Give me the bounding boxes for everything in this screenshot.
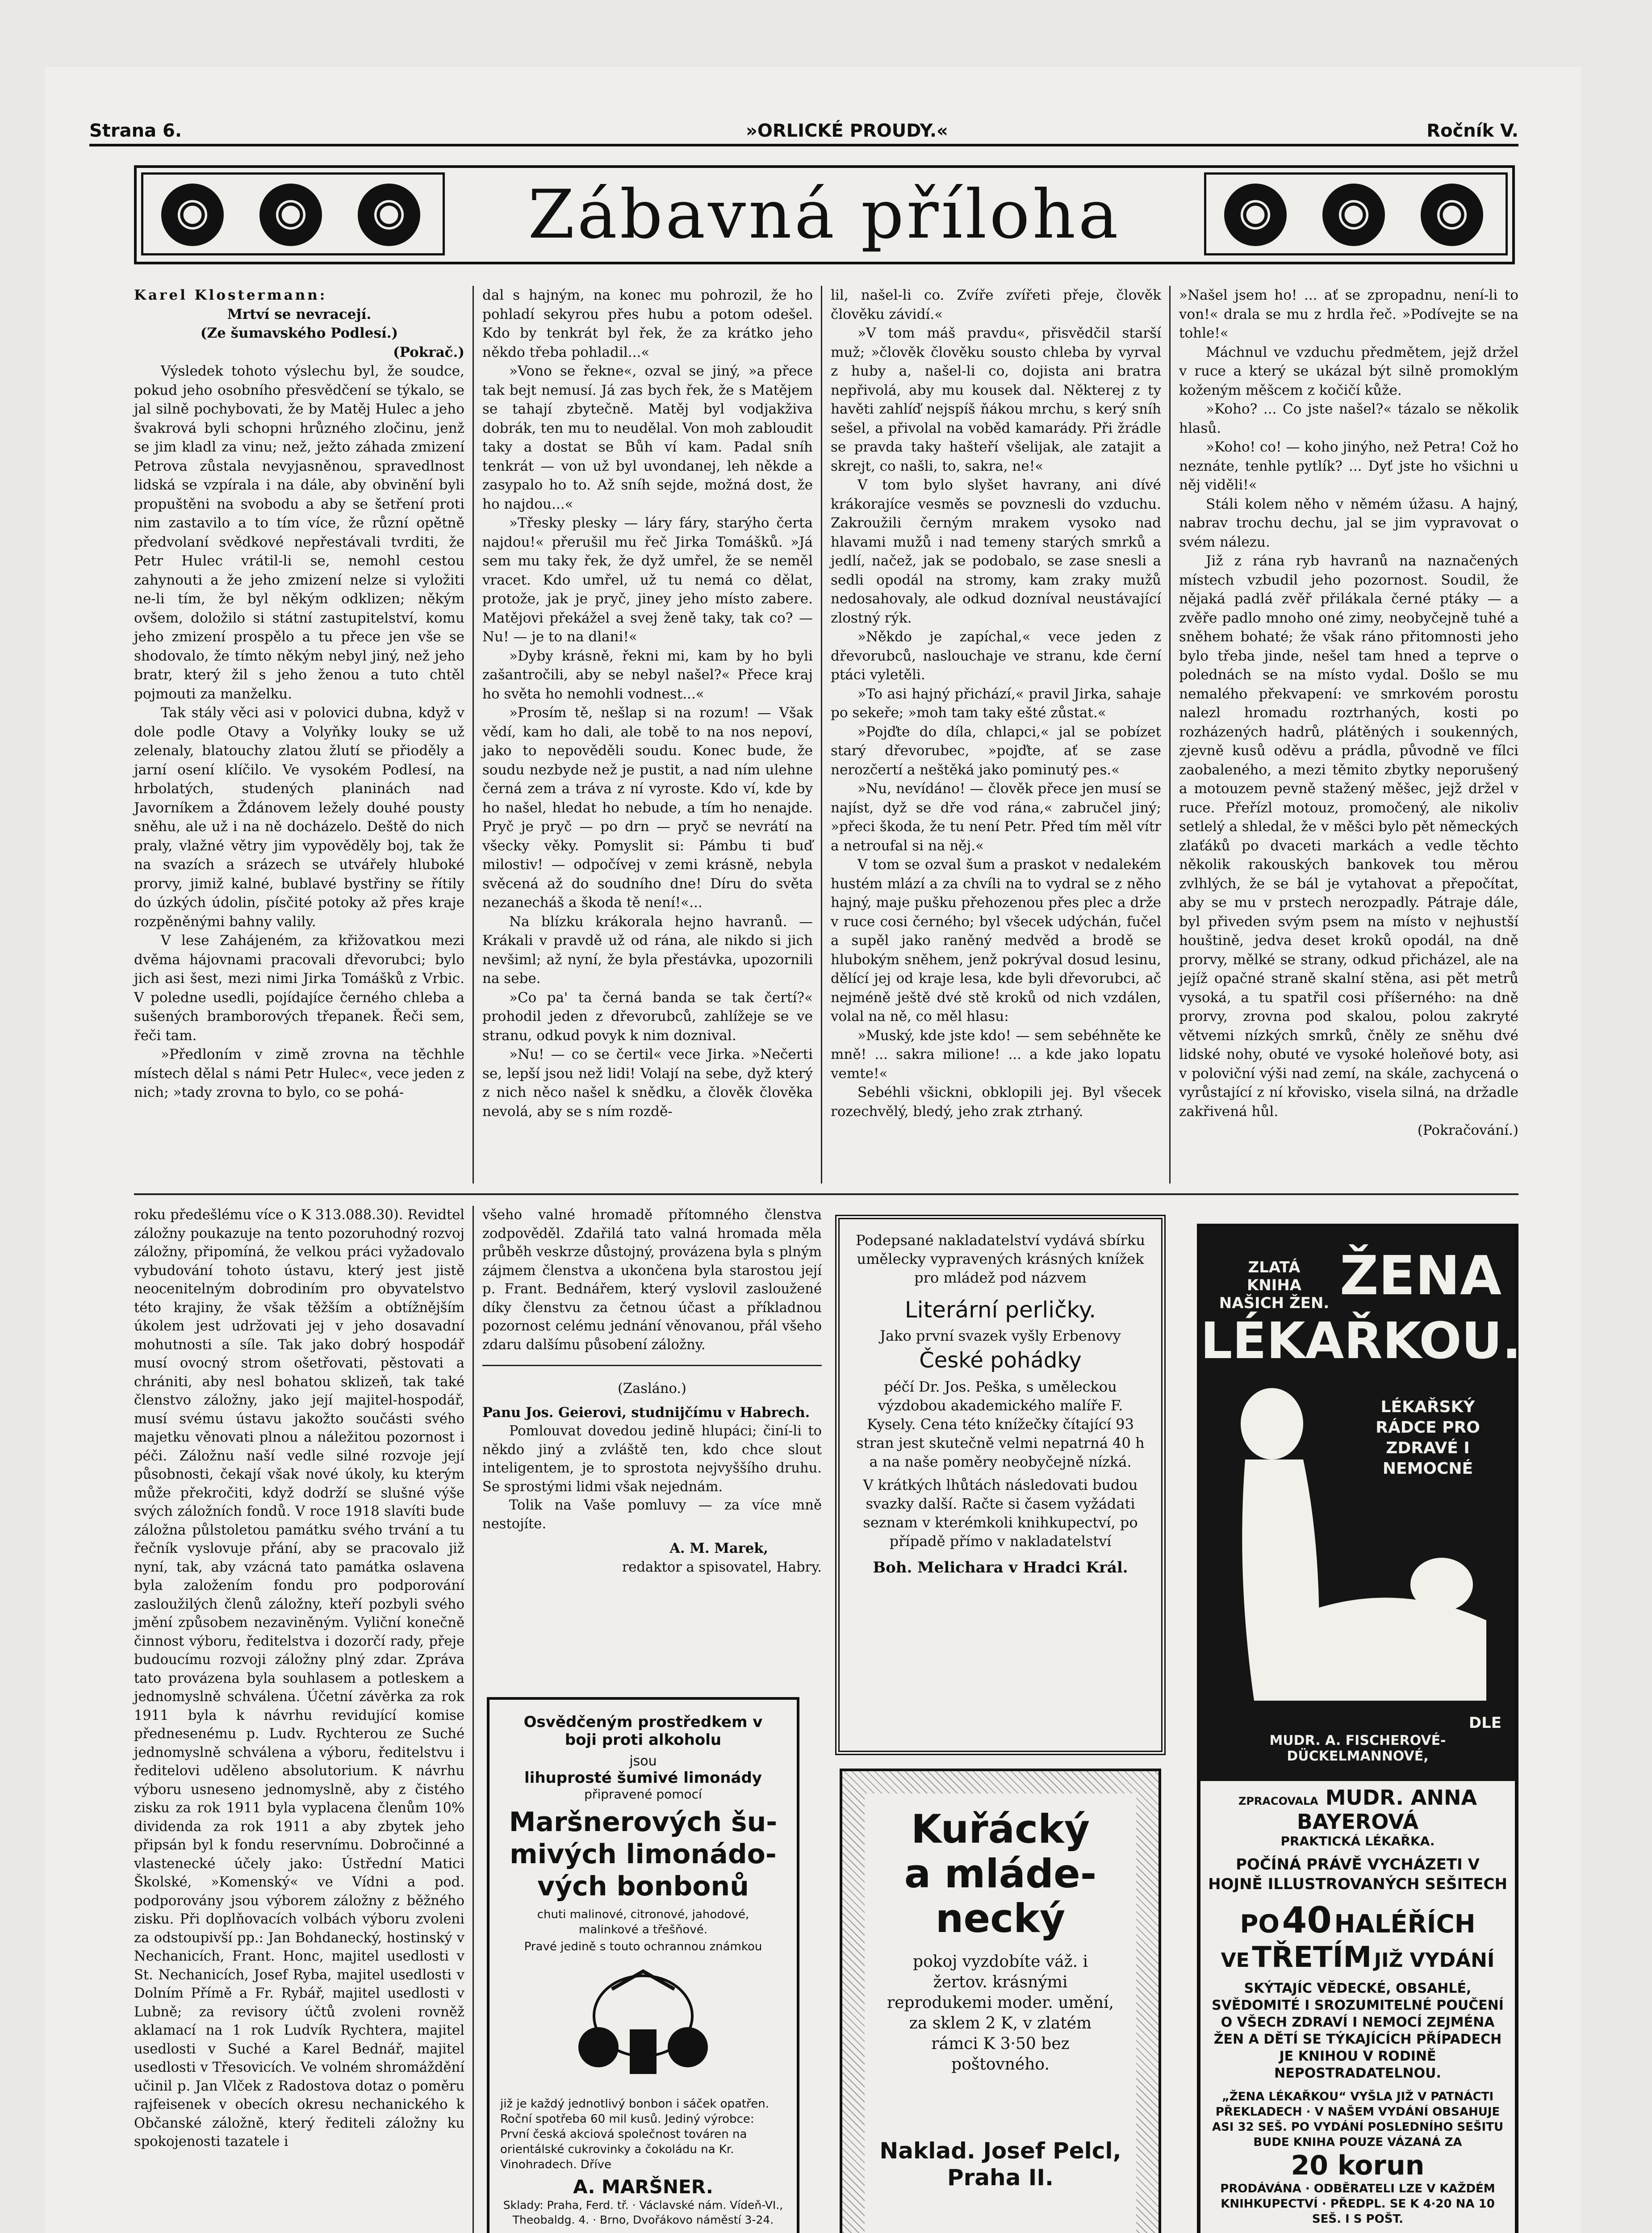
ad-signature: Boh. Melichara v Hradci Král. <box>873 1559 1128 1576</box>
story-paragraph: V tom se ozval šum a praskot v nedalekém hustém mlází a za chvíli na to vydral se z něho hajný, maje pušku přehozenou přes plec a drže v ruce cosi černého; byl všecek udýchán, fučel a supěl jako raněný medvěd a brodě se hlubokým sněhem, jenž pokrýval dosud lesinu, dělící jej od kraje lesa, kde byli dřevorubci, ač nejméně ještě dvé stě kroků od nich vzdálen, volal na ně, co měl hlasu: <box>831 857 1161 1025</box>
story-paragraph: »Dyby krásně, řekni mi, kam by ho byli zašantročili, aby se nebyl našel?« Přece kraj ho světa ho nemohli vodnest...« <box>482 648 813 702</box>
story-paragraph: »Předloním v zimě zrovna na těchhle místech dělal s námi Petr Hulec«, vece jeden z nich; »tady zrovna to bylo, co se pohá- <box>134 1046 464 1100</box>
ad-text: pokoj vyzdobíte váž. i žertov. krásnými reprodukemi moder. umění, za sklem 2 K, v zlatém rámci K 3·50 bez poštovného. <box>887 1953 1114 2074</box>
ad-headline: Kuřácký <box>911 1806 1090 1852</box>
story-author: Karel Klostermann: <box>134 287 327 303</box>
ad-line: JIŽ VYDÁNÍ <box>1374 1949 1495 1972</box>
banner-title: Zábavná příloha <box>528 176 1121 254</box>
ad-line: POČÍNÁ PRÁVĚ VYCHÁZETI V HOJNĚ ILLUSTROVANÝCH SEŠITECH <box>1208 1856 1507 1893</box>
column-rule <box>473 286 474 1183</box>
ad-price-line <box>1208 1899 1508 1941</box>
story-paragraph: V tom bylo slyšet havrany, ani dívé krákorajíce vesměs se povznesli do vzduchu. Zakroužili černým mrakem vysoko nad hlavami mužů i nad temeny starých smrků a jedlí, načež, jak se podobalo, se zase snesli a sedli opodál na stromy, kam zraky mužů nedosahovaly, ale odkud dozníval neustávající zlostný rýk. <box>831 477 1161 626</box>
story-paragraph: »Pojďte do díla, chlapci,« jal se pobízet starý dřevorubec, »pojďte, ať se zase nerozčertí a neštěká jako pominutý pes.« <box>831 723 1161 778</box>
to-be-continued: (Pokračování.) <box>1417 1122 1518 1138</box>
story-paragraph: »Nu! — co se čertil« vece Jirka. »Nečerti se, lepší jsou než lidi! Volají na sebe, dyž který z nich něco našel k snědku, a člověk člověka nevolá, aby se s ním rozdě- <box>482 1046 813 1120</box>
story-paragraph: Sebéhli všickni, obklopili jej. Byl všecek rozechvělý, bledý, jeho zrak ztrhaný. <box>831 1084 1161 1120</box>
ad-line: boji proti alkoholu <box>565 1731 722 1749</box>
ad-headline: LÉKAŘKOU. <box>1200 1312 1522 1370</box>
ad-title: Literární perličky. <box>904 1297 1096 1323</box>
ad-line: MUDR. A. FISCHEROVÉ-DÜCKELMANNOVÉ, <box>1269 1733 1446 1764</box>
story-paragraph: Na blízku krákorala hejno havranů. — Krákali v pravdě už od rána, ale nikdo si jich nevšiml; až nyní, že byla přestávka, upozornili na sebe. <box>482 913 813 987</box>
zaslano-body: Pomlouvat dovedou jedině hlupáci; činí-li to někdo jiný a zvláště ten, kdo chce slout inteligentem, je to sprostota nejvyššího druhu. Se sprostými lidmi však nejednám. <box>482 1423 822 1495</box>
ad-headline: a mláde- <box>904 1851 1097 1897</box>
ad-line: PRAKTICKÁ LÉKAŘKA. <box>1280 1834 1435 1848</box>
story-paragraph: »Někdo je zapíchal,« vece jeden z dřevorubců, naslouchaje ve stranu, kde černí ptáci vyletěli. <box>831 629 1161 683</box>
ad-line: Osvědčeným prostředkem v <box>523 1713 763 1731</box>
story-paragraph: »Prosím tě, nešlap si na rozum! — Však vědí, kam ho dali, ale tobě to na nos nepoví, jako to nepověděli soudu. Konec bude, že soudu nezbyde než je pustit, a nad ním ulehne černá zem a tráva z ní vyroste. Kdo ví, kde by ho našel, hledat ho nebude, a tím ho nenajde. Pryč je pryč — po drn — pryč se nevrátí na všecky věky. Pomyslit si: Pámbu ti buď milostiv! — odpočívej v zemi krásně, nebyla svěcená až do soudního dne! Díru do světa nezanecháš a škoda tě není!«... <box>482 705 813 911</box>
ad-edition: TŘETÍM <box>1252 1941 1372 1974</box>
ad-zena-text <box>1200 1781 1515 2233</box>
ad-line: PRODÁVÁNA · ODBĚRATELI LZE V KAŽDÉM KNIHKUPECTVÍ · PŘEDPL. SE K 4·20 NA 10 SEŠ. I S POŠT. <box>1220 2182 1495 2226</box>
ad-line: SKÝTAJÍC VĚDECKÉ, OBSAHLÉ, SVĚDOMITÉ I SROZUMITELNÉ POUČENÍ O VŠECH ZDRAVÍ I NEMOCÍ ZEJMÉNA ŽEN A DĚTÍ SE TÝKAJÍCÍCH PŘÍPADECH JE KNIHOU V RODINĚ NEPOSTRADATELNOU. <box>1212 1981 1504 2081</box>
ad-headline: mivých limonádo- <box>510 1839 777 1870</box>
story-paragraph: »Koho? ... Co jste našel?« tázalo se několik hlasů. <box>1179 401 1518 436</box>
story-paragraph: »Co pa' ta černá banda se tak čertí?« prohodil jeden z dřevorubců, zahlížeje se ve stranu, odkud povyk k nim doznival. <box>482 989 813 1044</box>
ad-headline: ŽENA <box>1339 1245 1501 1307</box>
story-paragraph: »To asi hajný přichází,« pravil Jirka, sahaje po sekeře; »moh tam taky ešté zůstat.« <box>831 686 1161 721</box>
ad-author-line <box>1208 1786 1508 1834</box>
story-paragraph: »Třesky plesky — láry fáry, starýho čerta najdou!« přerušil mu řeč Jirka Tomášků. »Já sem mu taky řek, že dyž umřel, že se neměl vracet. Kdo umřel, už tu nemá co dělat, protože, jak je pryč, jiney jeho místo zabere. Matějovi překážel a svej ženě taky, tak co? — Nu! — je to na dlani!« <box>482 515 813 645</box>
ad-pelcl-inner <box>865 1794 1136 2233</box>
story-title: Mrtví se nevracejí. <box>227 306 372 322</box>
story-paragraph: dal s hajným, na konec mu pohrozil, že ho pohladí sekyrou přes hubu a potom odešel. Kdo by tenkrát byl řek, že za krátko jeho někdo třeba pohladil...« <box>482 287 813 360</box>
ad-text: V krátkých lhůtách následovati budou svazky další. Račte si časem vyžádati seznam v kterémkoli knihkupectví, po případě přímo v nakladatelství <box>863 1476 1138 1550</box>
ad-zena-lekarkou <box>1197 1224 1522 2233</box>
ad-zena-poster <box>1200 1227 1522 1781</box>
ad-headline: Maršnerových šu- <box>509 1806 778 1838</box>
ornament-left <box>141 172 445 255</box>
ad-line: ZLATÁ KNIHA NAŠICH ŽEN. <box>1219 1259 1330 1312</box>
ad-line: Pravé jedině s touto ochrannou známkou <box>524 1940 762 1953</box>
story-paragraph: Tak stály věci asi v polovici dubna, když v dole podle Otavy a Volyňky louky se už zelenaly, blatouchy zlatou žlutí se přioděly a jarní osení klíčilo. Ve vysokém Podlesí, na hrbolatých, studených planinách nad Javorníkem a Ždánovem ležely douhé pousty sněhu, ale už i na ně docházelo. Deště do nich praly, vlažné větry jim vypověděly boj, tak že na svazích a srázech se utvářely hluboké prorvy, jimiž kalné, bublavé bystřiny se řítily do úzkých údolin, písčité potoky až přes kraje rozpěněnými bahny valily. <box>134 705 464 930</box>
story-subtitle: (Ze šumavského Podlesí.) <box>200 325 398 341</box>
zaslano-address: Panu Jos. Geierovi, studnijčímu v Habrech. <box>482 1404 810 1421</box>
rosette-icon <box>1322 184 1385 246</box>
ad-headline: vých bonbonů <box>537 1871 749 1902</box>
ad-melichar <box>835 1215 1166 1755</box>
rosette-icon <box>161 184 224 246</box>
report-paragraph: roku předešlému více o K 313.088.30). Revidtel záložny poukazuje na tento pozoruhodný rozvoj záložny, připomíná, že velkou práci vyžadovalo vybudování tohoto ústavu, který jest jistě neocenitelným dobrodiním pro obyvatelstvo této krajiny, že však těžším a obtížnějším úkolem jest udržovati jej v jeho dosavadní mohutnosti a síle. Tak jako dobrý hospodář musí ovocný strom ošetřovati, pěstovati a chrániti, aby nesl bohatou sklizeň, tak také členstvo záložny, jako její majitel-hospodář, musí svému ústavu jakožto součásti svého majetku věnovati plnou a náležitou pozornost i péči. Záložnu naší vedle silné rozvoje její působnosti, čekají však nové úkoly, ku kterým může překročiti, když dodrží se slušné výše svých záložních fondů. V roce 1918 slavíti bude záložna půlstoletou památku svého trvání a tu řečník vyslovuje přání, aby se pracovalo již nyní, tak, aby vzácná tato památka oslavena byla založením fondu pro podporování zasloužilých členů záložny, kteří pozbyli svého jmění způsobem nezaviněným. Vyliční konečně činnost výboru, ředitelstva i dozorčí rady, přeje budoucímu rozvoji záložny plný zdar. Zpráva tato provázena byla souhlasem a potleskem a jednomyslně schválena. Účetní závěrka za rok 1911 byla k návrhu revidující komise přednesenému p. Ludv. Rychterou ze Suché jednomyslně schválena a výboru, ředitelstvu i ředitelovi uděleno absolutorium. K návrhu výboru usneseno jednomyslně, aby z čistého zisku za rok 1911 byla vyplacena členům 10% dividenda za rok 1911 a aby zbytek jeho připsán byl k fondu reservnímu. Dobročinné a vlastenecké účely jako: Ústřední Matici Školské, »Komenský« ve Vídni a pod. podporovány jsou výborem záložny z běžného zisku. Při doplňovacích volbách výboru zvoleni za odstoupivší pp.: Jan Bohdanecký, hostinský v Nechanicích, Frant. Honc, majitel usedlosti v St. Nechanicích, Josef Ryba, majitel usedlosti v Dolním Přímě a Fr. Rybář, majitel usedlosti v Lubně; za revisory účtů zvoleni rovněž aklamací na 1 rok Ludvík Rychtera, majitel usedlosti v Suché a Karel Bednář, majitel usedlosti v Třesovicích. Ve volném shromáždění učinil p. Jan Vlček z Radostova dotaz o poměru rajfeisenek v obecích okresu nechanického k Občanské záložně, který řediteli záložny ku spokojenosti tazatele i <box>134 1207 464 2149</box>
ad-price: 40 <box>1282 1899 1332 1941</box>
divider <box>482 1365 822 1366</box>
ad-text: Jako první svazek vyšly Erbenovy <box>880 1327 1121 1344</box>
page-number: Strana 6. <box>89 121 182 141</box>
ad-pelcl <box>840 1769 1161 2233</box>
story-paragraph: lil, našel-li co. Zvíře zvířeti přeje, člověk člověku závidí.« <box>831 287 1161 322</box>
story-paragraph: Výsledek tohoto výslechu byl, že soudce, pokud jeho osobního přesvědčení se týkalo, se jal silně pochybovati, že by Matěj Hulec a jeho švakrová byli schopni hrůzného zločinu, jenž se jim kladl za vinu; než, ježto záhada zmizení Petrova zůstala nevyjasněnou, spravedlnost lidská se vzpírala i na dále, aby obvinění byli propuštěni na svobodu a aby se šetření proti nim zastavilo a to tím více, že různí opětně předvolaní svědkové nepřestávali tvrditi, že Petr Hulec vrátil-li se, nemohl cestou zahynouti a že jeho zmizení nelze si vyložiti ne-li tím, že byl někým odklizen; někým ovšem, doložilo si státní zastupitelství, komu jeho zmizení prospělo a tu přece jen vše se shodovalo, že tímto někým nebyl jiný, než jeho bratr, který žil s jeho ženou a tuto chtěl pojmouti za manželku. <box>134 363 464 702</box>
trademark-illustration <box>558 1962 728 2087</box>
ad-line: PO <box>1240 1910 1280 1939</box>
ad-headline: necký <box>935 1895 1066 1941</box>
ad-edition-line <box>1208 1941 1508 1974</box>
zaslano-signature: A. M. Marek, <box>669 1540 768 1556</box>
report-paragraph: všeho valné hromadě přítomného členstva zodpověděl. Zdařilá tato valná hromada měla průběh veskrze důstojný, provázena byla s plným zájmem členstva a ukončena byla starostou její p. Frant. Bednářem, který vyslovil zasloužené díky členstvu za četnou účast a příkladnou pozornost celému jednání věnovanou, přál všeho zdaru dalšímu působení záložny. <box>482 1207 822 1353</box>
zaslano-body: Tolik na Vaše pomluvy — za více mně nestojíte. <box>482 1497 822 1532</box>
section-divider <box>134 1193 1518 1195</box>
header-rule <box>89 144 1518 146</box>
story-paragraph: Již z rána ryb havranů na naznačených místech vzbudil jeho pozornost. Soudil, že nějaká padlá zvěř přilákala černé ptáky — a zvěře padlo mnoho oné zimy, neobyčejně tuhé a sněhem bohaté; že však ráno přitomnosti jeho bylo třeba jinde, nešel tam hned a teprve o polednách se na místo vydal. Došlo se mu nemalého překvapení: ve smrkovém porostu nalezl hromadu roztrhaných, kosti po rozházených hadrů, plátěných i soukenných, zjevně kusů oděvu a prádla, původně ve fílci zaobaleného, a mezi těmito zbytky neporušený a motouzem pevně stažený měšec, jejž držel v ruce. Přeřízl motouz, promočený, ale nikoliv setlelý a shledal, že v měšci bylo pět německých zlaťáků po dvaceti markách a vedle těchto několik rakouských bankovek tou měrou zvlhlých, že se bál je vytahovat a přepočítat, aby se mu v prstech nerozpadly. Pátraje dále, byl přiveden svým psem na místo v nejhustší houštině, jedva deset kroků opodál, na dně prorvy, mělké se strany, odkud přicházel, ale na jejíž opačné straně skalní stěna, asi pět metrů vysoká, a tu spatřil cosi příšerného: na dně prorvy, zrovna pod skalou, polou zakryté větvemi nízkých smrků, čněly ze sněhu dvé lidské nohy, obuté ve vysoké holeňové boty, asi v poloviční výši nad zemí, na skále, zachycená o vyrůstající z ní křovisko, visela silná, na držadle zakřivená hůl. <box>1179 553 1518 1120</box>
story-column-2 <box>482 286 813 1121</box>
story-paragraph: Stáli kolem něho v němém úžasu. A hajný, nabrav trochu dechu, jal se jim vypravovat o svém nálezu. <box>1179 496 1518 550</box>
ad-line: již je každý jednotlivý bonbon i sáček opatřen. Roční spotřeba 60 mil kusů. Jediný výrobce: První česká akciová společnost továren na orientálské cukrovinky a čokoládu na Kr. Vinohradech. Dříve <box>500 2097 769 2171</box>
story-paragraph: »V tom máš pravdu«, přisvědčil starší muž; »člověk člověku sousto chleba by vyrval z huby a, našel-li co, dojista ani bratra nepřivolá, aby mu kousek dal. Některej z ty havěti zahlíď nejspíš ňákou mrchu, s kerý sníh sešel, a přivolal na voběd kamarády. Při žrádle se pravda taky hašteří všelijak, ale zatajit a skrejt, co našli, to, sakra, ne!« <box>831 325 1161 474</box>
ad-line: lihuprosté šumivé limonády <box>524 1769 762 1787</box>
ad-price: 20 korun <box>1291 2150 1425 2181</box>
zaslano-signature-role: redaktor a spisovatel, Habry. <box>622 1559 822 1575</box>
story-paragraph: »Nu, nevídáno! — člověk přece jen musí se najíst, dyž se dře vod rána,« zabručel jiný; »přeci škoda, že tu není Petr. Před tím měl vítr a netroufal si na něj.« <box>831 781 1161 854</box>
assembly-report-column <box>134 1206 464 2151</box>
column-rule <box>821 286 822 1183</box>
ad-signature: Naklad. Josef Pelcl, Praha II. <box>879 2138 1121 2191</box>
report-continued-column <box>482 1206 822 1576</box>
ad-line: připravené pomocí <box>584 1787 702 1802</box>
ad-line: jsou <box>629 1753 657 1769</box>
ad-line: HALÉŘÍCH <box>1334 1910 1476 1939</box>
paper-name: »ORLICKÉ PROUDY.« <box>746 121 948 141</box>
ad-brand: A. MARŠNER. <box>573 2176 713 2198</box>
section-banner <box>134 165 1515 264</box>
story-column-1 <box>134 286 464 1102</box>
ad-author: MUDR. ANNA BAYEROVÁ <box>1297 1786 1477 1834</box>
rosette-icon <box>259 184 322 246</box>
rosette-icon <box>1421 184 1483 246</box>
story-paragraph: »Vono se řekne«, ozval se jiný, »a přece tak bejt nemusí. Já zas bych řek, že s Matějem se tahají zbytečně. Matěj byl vodjakživa dobrák, ten mu to neudělal. Von moh zabloudit taky a dostat se Bůh ví kam. Padal sníh tenkrát — von už byl uvondanej, leh někde a zasypalo ho to. Až sníh sejde, možná dost, že ho najdou...« <box>482 363 813 512</box>
ad-line: ZPRACOVALA <box>1238 1795 1318 1807</box>
story-paragraph: »Našel jsem ho! ... ať se zpropadnu, není-li to von!« drala se mu z hrdla řeč. »Podívejte se na tohle!« <box>1179 287 1518 341</box>
column-rule <box>1169 286 1171 1183</box>
story-paragraph: V lese Zahájeném, za křižovatkou mezi dvěma hájovnami pracovali dřevorubci; bylo jich asi šest, mezi nimi Jirka Tomášků z Vrbic. V poledne usedli, pojídajíce černého chleba a sušených bramborových třepanek. Řeči sem, řeči tam. <box>134 933 464 1044</box>
story-paragraph: »Koho! co! — koho jinýho, než Petra! Což ho neznáte, tenhle pytlík? ... Dyť jste ho všichni u něj viděli!« <box>1179 439 1518 493</box>
ad-line: „ŽENA LÉKAŘKOU“ VYŠLA JIŽ V PATNÁCTI PŘEKLADECH · V NAŠEM VYDÁNÍ OBSAHUJE ASI 32 SEŠ. PO VYDÁNÍ POSLEDNÍHO SEŠITU BUDE KNIHA POUZE VÁZANÁ ZA <box>1212 2090 1504 2149</box>
ad-text: péčí Dr. Jos. Peška, s uměleckou výzdobou akademického malíře F. Kysely. Cena této knížečky čítající 93 stran jest skutečně velmi nepatrná 40 h a na naše poměry neobyčejně nízká. <box>856 1378 1145 1470</box>
ad-line: Sklady: Praha, Ferd. tř. · Václavské nám. Vídeň-VI., Theobaldg. 4. · Brno, Dvořákovo náměstí 3-24. <box>503 2199 783 2226</box>
story-paragraph: Máchnul ve vzduchu předmětem, jejž držel v ruce a který se ukázal být silně promoklým koženým měšcem z kočičí kůže. <box>1179 344 1518 398</box>
volume-number: Ročník V. <box>1426 121 1518 141</box>
story-column-4 <box>1179 286 1518 1140</box>
ad-subtitle: LÉKAŘSKÝ RÁDCE PRO ZDRAVÉ I NEMOCNÉ <box>1376 1398 1480 1478</box>
ad-marsner <box>487 1697 799 2233</box>
story-paragraph: »Muský, kde jste kdo! — sem sebéhněte ke mně! ... sakra milione! ... a kde jako lopatu vemte!« <box>831 1027 1161 1082</box>
rosette-icon <box>1224 184 1287 246</box>
ornament-right <box>1204 172 1508 255</box>
rosette-icon <box>358 184 420 246</box>
ad-text: Podepsané nakladatelství vydává sbírku umělecky vypravených krásných knížek pro mládež pod názvem <box>856 1232 1145 1286</box>
story-column-3 <box>831 286 1161 1121</box>
ad-title: České pohádky <box>919 1348 1082 1373</box>
ad-line: chuti malinové, citronové, jahodové, malinkové a třešňové. <box>537 1908 749 1936</box>
story-continued: (Pokrač.) <box>393 344 464 360</box>
ad-line: VE <box>1221 1949 1250 1972</box>
running-header <box>89 121 1518 147</box>
ad-line: DLE <box>1468 1714 1501 1732</box>
poster-illustration <box>1218 1388 1495 1710</box>
zaslano-heading: (Zasláno.) <box>618 1381 686 1397</box>
column-rule <box>473 1206 474 2233</box>
